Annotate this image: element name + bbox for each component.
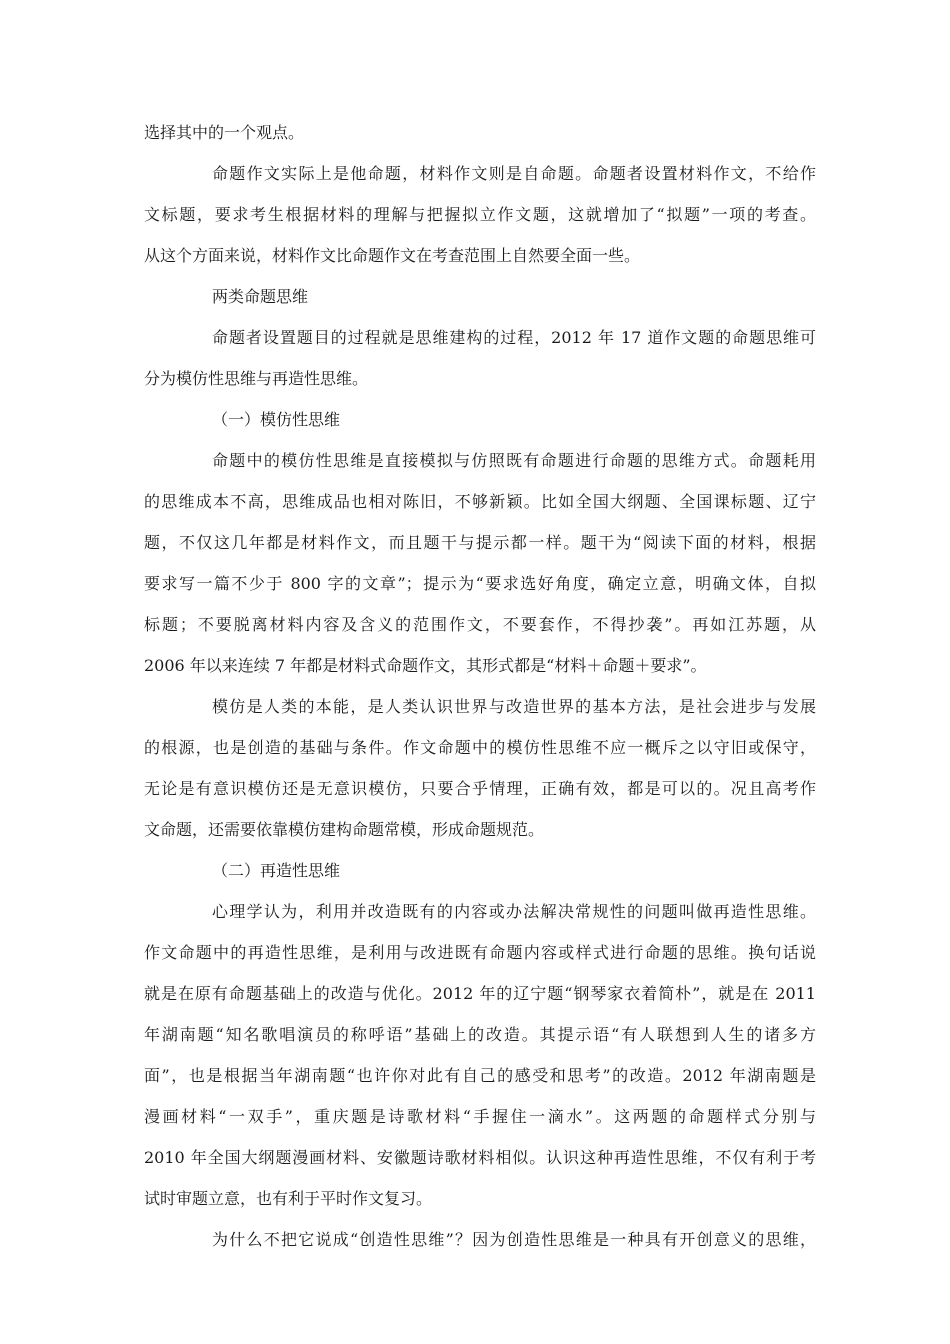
text-line: 题，不仅这几年都是材料作文，而且题干与提示都一样。题干为“阅读下面的材料，根据 [144, 533, 816, 552]
paragraph-start-line: 模仿是人类的本能，是人类认识世界与改造世界的基本方法，是社会进步与发展 [212, 697, 816, 716]
text-line: 分为模仿性思维与再造性思维。 [144, 369, 369, 388]
text-line: 从这个方面来说，材料作文比命题作文在考查范围上自然要全面一些。 [144, 246, 641, 265]
paragraph-start-line: 命题者设置题目的过程就是思维建构的过程，2012 年 17 道作文题的命题思维可 [212, 328, 816, 347]
text-line: 标题；不要脱离材料内容及含义的范围作文，不要套作，不得抄袭”。再如江苏题，从 [144, 615, 816, 634]
text-line: 就是在原有命题基础上的改造与优化。2012 年的辽宁题“钢琴家衣着简朴”，就是在 2011 [144, 984, 816, 1003]
text-line: 文标题，要求考生根据材料的理解与把握拟立作文题，这就增加了“拟题”一项的考查。 [144, 205, 816, 224]
subsection-heading: （二）再造性思维 [212, 861, 341, 880]
paragraph-start-line: 命题作文实际上是他命题，材料作文则是自命题。命题者设置材料作文，不给作 [212, 164, 816, 183]
text-line: 面”，也是根据当年湖南题“也许你对此有自己的感受和思考”的改造。2012 年湖南题是 [144, 1066, 816, 1085]
text-line: 的根源，也是创造的基础与条件。作文命题中的模仿性思维不应一概斥之以守旧或保守， [144, 738, 816, 757]
text-line: 选择其中的一个观点。 [144, 123, 305, 142]
paragraph-start-line: 为什么不把它说成“创造性思维”？因为创造性思维是一种具有开创意义的思维， [212, 1230, 816, 1249]
text-line: 年湖南题“知名歌唱演员的称呼语”基础上的改造。其提示语“有人联想到人生的诸多方 [144, 1025, 816, 1044]
paragraph-start-line: 命题中的模仿性思维是直接模拟与仿照既有命题进行命题的思维方式。命题耗用 [212, 451, 816, 470]
text-line: 无论是有意识模仿还是无意识模仿，只要合乎情理，正确有效，都是可以的。况且高考作 [144, 779, 816, 798]
text-line: 漫画材料“一双手”，重庆题是诗歌材料“手握住一滴水”。这两题的命题样式分别与 [144, 1107, 816, 1126]
text-line: 试时审题立意，也有利于平时作文复习。 [144, 1189, 433, 1208]
text-line: 作文命题中的再造性思维，是利用与改进既有命题内容或样式进行命题的思维。换句话说 [144, 943, 816, 962]
paragraph-start-line: 心理学认为，利用并改造既有的内容或办法解决常规性的问题叫做再造性思维。 [212, 902, 816, 921]
section-heading: 两类命题思维 [212, 287, 309, 306]
text-line: 文命题，还需要依靠模仿建构命题常模，形成命题规范。 [144, 820, 545, 839]
text-line: 要求写一篇不少于 800 字的文章”；提示为“要求选好角度，确定立意，明确文体，自拟 [144, 574, 816, 593]
text-line: 2006 年以来连续 7 年都是材料式命题作文，其形式都是“材料＋命题＋要求”。 [144, 656, 707, 675]
text-line: 的思维成本不高，思维成品也相对陈旧，不够新颖。比如全国大纲题、全国课标题、辽宁 [144, 492, 816, 511]
subsection-heading: （一）模仿性思维 [212, 410, 341, 429]
text-line: 2010 年全国大纲题漫画材料、安徽题诗歌材料相似。认识这种再造性思维，不仅有利于考 [144, 1148, 816, 1167]
